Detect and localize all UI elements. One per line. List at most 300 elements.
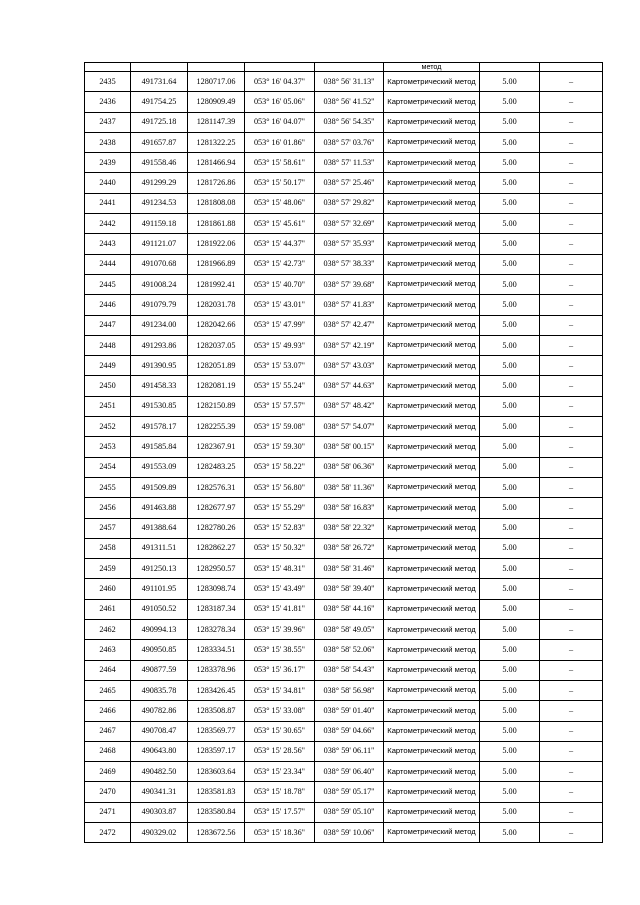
method-cell: Картометрический метод	[384, 173, 480, 193]
accuracy-cell: 5.00	[480, 518, 540, 538]
table-row	[85, 335, 603, 355]
y-coordinate-cell: 1283603.64	[188, 762, 245, 782]
longitude-cell: 038° 57' 39.68"	[315, 274, 384, 294]
y-coordinate-cell: 1283597.17	[188, 741, 245, 761]
accuracy-cell: 5.00	[480, 721, 540, 741]
point-number-cell: 2452	[85, 417, 131, 437]
table-row	[85, 72, 603, 92]
longitude-cell: 038° 59' 01.40"	[315, 701, 384, 721]
y-coordinate-cell: 1281861.88	[188, 214, 245, 234]
note-cell: –	[540, 762, 603, 782]
method-cell: Картометрический метод	[384, 782, 480, 802]
table-row	[85, 437, 603, 457]
point-number-cell: 2449	[85, 356, 131, 376]
longitude-cell: 038° 57' 29.82"	[315, 193, 384, 213]
y-coordinate-cell: 1281147.39	[188, 112, 245, 132]
accuracy-cell: 5.00	[480, 741, 540, 761]
note-cell: –	[540, 518, 603, 538]
table-row	[85, 599, 603, 619]
longitude-cell: 038° 59' 06.11"	[315, 741, 384, 761]
x-coordinate-cell: 491553.09	[131, 457, 188, 477]
y-coordinate-cell: 1283278.34	[188, 620, 245, 640]
table-row	[85, 822, 603, 842]
accuracy-cell: 5.00	[480, 417, 540, 437]
accuracy-cell: 5.00	[480, 396, 540, 416]
method-cell: Картометрический метод	[384, 457, 480, 477]
accuracy-cell: 5.00	[480, 335, 540, 355]
y-coordinate-cell: 1282255.39	[188, 417, 245, 437]
accuracy-cell: 5.00	[480, 153, 540, 173]
cell-method-continued: метод	[384, 63, 480, 72]
longitude-cell: 038° 58' 49.05"	[315, 620, 384, 640]
x-coordinate-cell: 491311.51	[131, 538, 188, 558]
cell-empty	[480, 63, 540, 72]
point-number-cell: 2468	[85, 741, 131, 761]
note-cell: –	[540, 132, 603, 152]
y-coordinate-cell: 1283426.45	[188, 680, 245, 700]
point-number-cell: 2439	[85, 153, 131, 173]
point-number-cell: 2461	[85, 599, 131, 619]
latitude-cell: 053° 15' 39.96"	[245, 620, 315, 640]
latitude-cell: 053° 15' 57.57"	[245, 396, 315, 416]
point-number-cell: 2460	[85, 579, 131, 599]
note-cell: –	[540, 721, 603, 741]
y-coordinate-cell: 1282031.78	[188, 295, 245, 315]
point-number-cell: 2456	[85, 498, 131, 518]
x-coordinate-cell: 490994.13	[131, 620, 188, 640]
note-cell: –	[540, 254, 603, 274]
accuracy-cell: 5.00	[480, 802, 540, 822]
y-coordinate-cell: 1282150.89	[188, 396, 245, 416]
note-cell: –	[540, 640, 603, 660]
table-row	[85, 660, 603, 680]
x-coordinate-cell: 491463.88	[131, 498, 188, 518]
x-coordinate-cell: 491388.64	[131, 518, 188, 538]
note-cell: –	[540, 234, 603, 254]
table-row	[85, 234, 603, 254]
table-row	[85, 741, 603, 761]
point-number-cell: 2471	[85, 802, 131, 822]
latitude-cell: 053° 15' 56.80"	[245, 477, 315, 497]
point-number-cell: 2470	[85, 782, 131, 802]
table-row	[85, 701, 603, 721]
longitude-cell: 038° 58' 11.36"	[315, 477, 384, 497]
x-coordinate-cell: 491390.95	[131, 356, 188, 376]
x-coordinate-cell: 490782.86	[131, 701, 188, 721]
longitude-cell: 038° 58' 54.43"	[315, 660, 384, 680]
point-number-cell: 2437	[85, 112, 131, 132]
y-coordinate-cell: 1283581.83	[188, 782, 245, 802]
cell-empty	[540, 63, 603, 72]
latitude-cell: 053° 15' 59.30"	[245, 437, 315, 457]
longitude-cell: 038° 58' 22.32"	[315, 518, 384, 538]
latitude-cell: 053° 15' 45.61"	[245, 214, 315, 234]
x-coordinate-cell: 491050.52	[131, 599, 188, 619]
note-cell: –	[540, 437, 603, 457]
accuracy-cell: 5.00	[480, 72, 540, 92]
cell-empty	[188, 63, 245, 72]
table-row	[85, 315, 603, 335]
y-coordinate-cell: 1283378.96	[188, 660, 245, 680]
y-coordinate-cell: 1281922.06	[188, 234, 245, 254]
note-cell: –	[540, 741, 603, 761]
longitude-cell: 038° 56' 31.13"	[315, 72, 384, 92]
longitude-cell: 038° 59' 04.66"	[315, 721, 384, 741]
x-coordinate-cell: 490329.02	[131, 822, 188, 842]
point-number-cell: 2443	[85, 234, 131, 254]
x-coordinate-cell: 491250.13	[131, 559, 188, 579]
latitude-cell: 053° 15' 17.57"	[245, 802, 315, 822]
x-coordinate-cell: 491725.18	[131, 112, 188, 132]
table-row	[85, 295, 603, 315]
point-number-cell: 2444	[85, 254, 131, 274]
point-number-cell: 2436	[85, 92, 131, 112]
cell-empty	[245, 63, 315, 72]
note-cell: –	[540, 599, 603, 619]
latitude-cell: 053° 15' 55.29"	[245, 498, 315, 518]
note-cell: –	[540, 579, 603, 599]
table-row	[85, 782, 603, 802]
note-cell: –	[540, 153, 603, 173]
table-row	[85, 620, 603, 640]
x-coordinate-cell: 491234.00	[131, 315, 188, 335]
note-cell: –	[540, 376, 603, 396]
longitude-cell: 038° 56' 54.35"	[315, 112, 384, 132]
latitude-cell: 053° 15' 58.22"	[245, 457, 315, 477]
longitude-cell: 038° 57' 32.69"	[315, 214, 384, 234]
note-cell: –	[540, 72, 603, 92]
y-coordinate-cell: 1280717.06	[188, 72, 245, 92]
latitude-cell: 053° 15' 28.56"	[245, 741, 315, 761]
method-cell: Картометрический метод	[384, 274, 480, 294]
table-row	[85, 153, 603, 173]
longitude-cell: 038° 58' 56.98"	[315, 680, 384, 700]
method-cell: Картометрический метод	[384, 721, 480, 741]
method-cell: Картометрический метод	[384, 701, 480, 721]
longitude-cell: 038° 58' 16.83"	[315, 498, 384, 518]
longitude-cell: 038° 58' 52.06"	[315, 640, 384, 660]
longitude-cell: 038° 57' 35.93"	[315, 234, 384, 254]
accuracy-cell: 5.00	[480, 579, 540, 599]
method-cell: Картометрический метод	[384, 802, 480, 822]
y-coordinate-cell: 1282081.19	[188, 376, 245, 396]
x-coordinate-cell: 491101.95	[131, 579, 188, 599]
table-row	[85, 762, 603, 782]
x-coordinate-cell: 491293.86	[131, 335, 188, 355]
coordinates-table	[84, 62, 603, 843]
latitude-cell: 053° 16' 01.86"	[245, 132, 315, 152]
table-row	[85, 477, 603, 497]
accuracy-cell: 5.00	[480, 538, 540, 558]
method-cell: Картометрический метод	[384, 620, 480, 640]
accuracy-cell: 5.00	[480, 559, 540, 579]
accuracy-cell: 5.00	[480, 274, 540, 294]
latitude-cell: 053° 15' 36.17"	[245, 660, 315, 680]
note-cell: –	[540, 274, 603, 294]
accuracy-cell: 5.00	[480, 822, 540, 842]
longitude-cell: 038° 57' 42.19"	[315, 335, 384, 355]
point-number-cell: 2459	[85, 559, 131, 579]
y-coordinate-cell: 1283334.51	[188, 640, 245, 660]
method-cell: Картометрический метод	[384, 132, 480, 152]
latitude-cell: 053° 15' 44.37"	[245, 234, 315, 254]
accuracy-cell: 5.00	[480, 376, 540, 396]
note-cell: –	[540, 782, 603, 802]
table-row	[85, 254, 603, 274]
latitude-cell: 053° 15' 48.06"	[245, 193, 315, 213]
point-number-cell: 2435	[85, 72, 131, 92]
x-coordinate-cell: 491234.53	[131, 193, 188, 213]
table-row	[85, 680, 603, 700]
point-number-cell: 2448	[85, 335, 131, 355]
method-cell: Картометрический метод	[384, 680, 480, 700]
y-coordinate-cell: 1281992.41	[188, 274, 245, 294]
method-cell: Картометрический метод	[384, 599, 480, 619]
table-row	[85, 802, 603, 822]
method-cell: Картометрический метод	[384, 396, 480, 416]
x-coordinate-cell: 491070.68	[131, 254, 188, 274]
longitude-cell: 038° 59' 05.10"	[315, 802, 384, 822]
table-row	[85, 92, 603, 112]
y-coordinate-cell: 1282780.26	[188, 518, 245, 538]
longitude-cell: 038° 58' 26.72"	[315, 538, 384, 558]
accuracy-cell: 5.00	[480, 214, 540, 234]
method-cell: Картометрический метод	[384, 376, 480, 396]
point-number-cell: 2447	[85, 315, 131, 335]
x-coordinate-cell: 490482.50	[131, 762, 188, 782]
x-coordinate-cell: 490341.31	[131, 782, 188, 802]
y-coordinate-cell: 1281966.89	[188, 254, 245, 274]
longitude-cell: 038° 57' 43.03"	[315, 356, 384, 376]
x-coordinate-cell: 491731.64	[131, 72, 188, 92]
method-cell: Картометрический метод	[384, 356, 480, 376]
point-number-cell: 2450	[85, 376, 131, 396]
accuracy-cell: 5.00	[480, 660, 540, 680]
accuracy-cell: 5.00	[480, 640, 540, 660]
latitude-cell: 053° 15' 43.49"	[245, 579, 315, 599]
accuracy-cell: 5.00	[480, 112, 540, 132]
table-row	[85, 132, 603, 152]
accuracy-cell: 5.00	[480, 782, 540, 802]
y-coordinate-cell: 1283569.77	[188, 721, 245, 741]
method-cell: Картометрический метод	[384, 72, 480, 92]
y-coordinate-cell: 1282483.25	[188, 457, 245, 477]
table-row	[85, 518, 603, 538]
x-coordinate-cell: 491578.17	[131, 417, 188, 437]
table-row	[85, 112, 603, 132]
x-coordinate-cell: 490303.87	[131, 802, 188, 822]
table-row	[85, 274, 603, 294]
x-coordinate-cell: 490708.47	[131, 721, 188, 741]
x-coordinate-cell: 491530.85	[131, 396, 188, 416]
x-coordinate-cell: 491509.89	[131, 477, 188, 497]
note-cell: –	[540, 396, 603, 416]
latitude-cell: 053° 15' 18.36"	[245, 822, 315, 842]
method-cell: Картометрический метод	[384, 477, 480, 497]
latitude-cell: 053° 16' 05.06"	[245, 92, 315, 112]
y-coordinate-cell: 1283098.74	[188, 579, 245, 599]
note-cell: –	[540, 477, 603, 497]
table-row	[85, 193, 603, 213]
point-number-cell: 2469	[85, 762, 131, 782]
accuracy-cell: 5.00	[480, 315, 540, 335]
table-row	[85, 376, 603, 396]
longitude-cell: 038° 58' 44.16"	[315, 599, 384, 619]
point-number-cell: 2465	[85, 680, 131, 700]
table-row	[85, 559, 603, 579]
longitude-cell: 038° 57' 41.83"	[315, 295, 384, 315]
point-number-cell: 2440	[85, 173, 131, 193]
accuracy-cell: 5.00	[480, 599, 540, 619]
longitude-cell: 038° 57' 25.46"	[315, 173, 384, 193]
y-coordinate-cell: 1281322.25	[188, 132, 245, 152]
y-coordinate-cell: 1282051.89	[188, 356, 245, 376]
method-cell: Картометрический метод	[384, 822, 480, 842]
point-number-cell: 2455	[85, 477, 131, 497]
method-cell: Картометрический метод	[384, 417, 480, 437]
latitude-cell: 053° 15' 50.17"	[245, 173, 315, 193]
x-coordinate-cell: 490643.80	[131, 741, 188, 761]
longitude-cell: 038° 57' 42.47"	[315, 315, 384, 335]
table-row	[85, 173, 603, 193]
accuracy-cell: 5.00	[480, 701, 540, 721]
latitude-cell: 053° 15' 47.99"	[245, 315, 315, 335]
latitude-cell: 053° 15' 23.34"	[245, 762, 315, 782]
method-cell: Картометрический метод	[384, 762, 480, 782]
accuracy-cell: 5.00	[480, 254, 540, 274]
note-cell: –	[540, 538, 603, 558]
latitude-cell: 053° 15' 50.32"	[245, 538, 315, 558]
latitude-cell: 053° 15' 42.73"	[245, 254, 315, 274]
point-number-cell: 2441	[85, 193, 131, 213]
y-coordinate-cell: 1281466.94	[188, 153, 245, 173]
method-cell: Картометрический метод	[384, 518, 480, 538]
y-coordinate-cell: 1281726.86	[188, 173, 245, 193]
y-coordinate-cell: 1283672.56	[188, 822, 245, 842]
longitude-cell: 038° 57' 11.53"	[315, 153, 384, 173]
latitude-cell: 053° 15' 52.83"	[245, 518, 315, 538]
method-cell: Картометрический метод	[384, 660, 480, 680]
y-coordinate-cell: 1282367.91	[188, 437, 245, 457]
x-coordinate-cell: 491558.46	[131, 153, 188, 173]
method-cell: Картометрический метод	[384, 254, 480, 274]
y-coordinate-cell: 1282576.31	[188, 477, 245, 497]
point-number-cell: 2462	[85, 620, 131, 640]
point-number-cell: 2445	[85, 274, 131, 294]
table-row	[85, 579, 603, 599]
table-row	[85, 498, 603, 518]
y-coordinate-cell: 1283508.87	[188, 701, 245, 721]
note-cell: –	[540, 173, 603, 193]
accuracy-cell: 5.00	[480, 356, 540, 376]
method-cell: Картометрический метод	[384, 538, 480, 558]
cell-empty	[131, 63, 188, 72]
accuracy-cell: 5.00	[480, 498, 540, 518]
longitude-cell: 038° 58' 31.46"	[315, 559, 384, 579]
method-cell: Картометрический метод	[384, 92, 480, 112]
longitude-cell: 038° 59' 05.17"	[315, 782, 384, 802]
cell-empty	[85, 63, 131, 72]
note-cell: –	[540, 802, 603, 822]
note-cell: –	[540, 680, 603, 700]
point-number-cell: 2446	[85, 295, 131, 315]
accuracy-cell: 5.00	[480, 620, 540, 640]
point-number-cell: 2463	[85, 640, 131, 660]
latitude-cell: 053° 15' 59.08"	[245, 417, 315, 437]
point-number-cell: 2458	[85, 538, 131, 558]
note-cell: –	[540, 356, 603, 376]
x-coordinate-cell: 491121.07	[131, 234, 188, 254]
point-number-cell: 2451	[85, 396, 131, 416]
point-number-cell: 2464	[85, 660, 131, 680]
accuracy-cell: 5.00	[480, 234, 540, 254]
method-cell: Картометрический метод	[384, 214, 480, 234]
y-coordinate-cell: 1281808.08	[188, 193, 245, 213]
latitude-cell: 053° 15' 38.55"	[245, 640, 315, 660]
table-row	[85, 457, 603, 477]
x-coordinate-cell: 490950.85	[131, 640, 188, 660]
longitude-cell: 038° 58' 00.15"	[315, 437, 384, 457]
x-coordinate-cell: 490835.78	[131, 680, 188, 700]
note-cell: –	[540, 214, 603, 234]
accuracy-cell: 5.00	[480, 173, 540, 193]
accuracy-cell: 5.00	[480, 762, 540, 782]
y-coordinate-cell: 1280909.49	[188, 92, 245, 112]
latitude-cell: 053° 15' 43.01"	[245, 295, 315, 315]
accuracy-cell: 5.00	[480, 680, 540, 700]
method-cell: Картометрический метод	[384, 193, 480, 213]
longitude-cell: 038° 59' 06.40"	[315, 762, 384, 782]
x-coordinate-cell: 491754.25	[131, 92, 188, 112]
method-cell: Картометрический метод	[384, 335, 480, 355]
point-number-cell: 2442	[85, 214, 131, 234]
y-coordinate-cell: 1282862.27	[188, 538, 245, 558]
accuracy-cell: 5.00	[480, 295, 540, 315]
latitude-cell: 053° 15' 30.65"	[245, 721, 315, 741]
latitude-cell: 053° 15' 41.81"	[245, 599, 315, 619]
y-coordinate-cell: 1282042.66	[188, 315, 245, 335]
latitude-cell: 053° 15' 40.70"	[245, 274, 315, 294]
method-cell: Картометрический метод	[384, 559, 480, 579]
method-cell: Картометрический метод	[384, 315, 480, 335]
note-cell: –	[540, 660, 603, 680]
accuracy-cell: 5.00	[480, 92, 540, 112]
point-number-cell: 2467	[85, 721, 131, 741]
longitude-cell: 038° 57' 03.76"	[315, 132, 384, 152]
x-coordinate-cell: 491299.29	[131, 173, 188, 193]
note-cell: –	[540, 315, 603, 335]
point-number-cell: 2453	[85, 437, 131, 457]
method-cell: Картометрический метод	[384, 640, 480, 660]
accuracy-cell: 5.00	[480, 477, 540, 497]
y-coordinate-cell: 1283580.84	[188, 802, 245, 822]
latitude-cell: 053° 15' 34.81"	[245, 680, 315, 700]
x-coordinate-cell: 491008.24	[131, 274, 188, 294]
longitude-cell: 038° 57' 48.42"	[315, 396, 384, 416]
longitude-cell: 038° 57' 54.07"	[315, 417, 384, 437]
note-cell: –	[540, 822, 603, 842]
longitude-cell: 038° 59' 10.06"	[315, 822, 384, 842]
latitude-cell: 053° 15' 18.78"	[245, 782, 315, 802]
method-cell: Картометрический метод	[384, 498, 480, 518]
y-coordinate-cell: 1282037.05	[188, 335, 245, 355]
method-cell: Картометрический метод	[384, 579, 480, 599]
latitude-cell: 053° 15' 58.61"	[245, 153, 315, 173]
table-row	[85, 356, 603, 376]
latitude-cell: 053° 15' 55.24"	[245, 376, 315, 396]
accuracy-cell: 5.00	[480, 437, 540, 457]
x-coordinate-cell: 490877.59	[131, 660, 188, 680]
